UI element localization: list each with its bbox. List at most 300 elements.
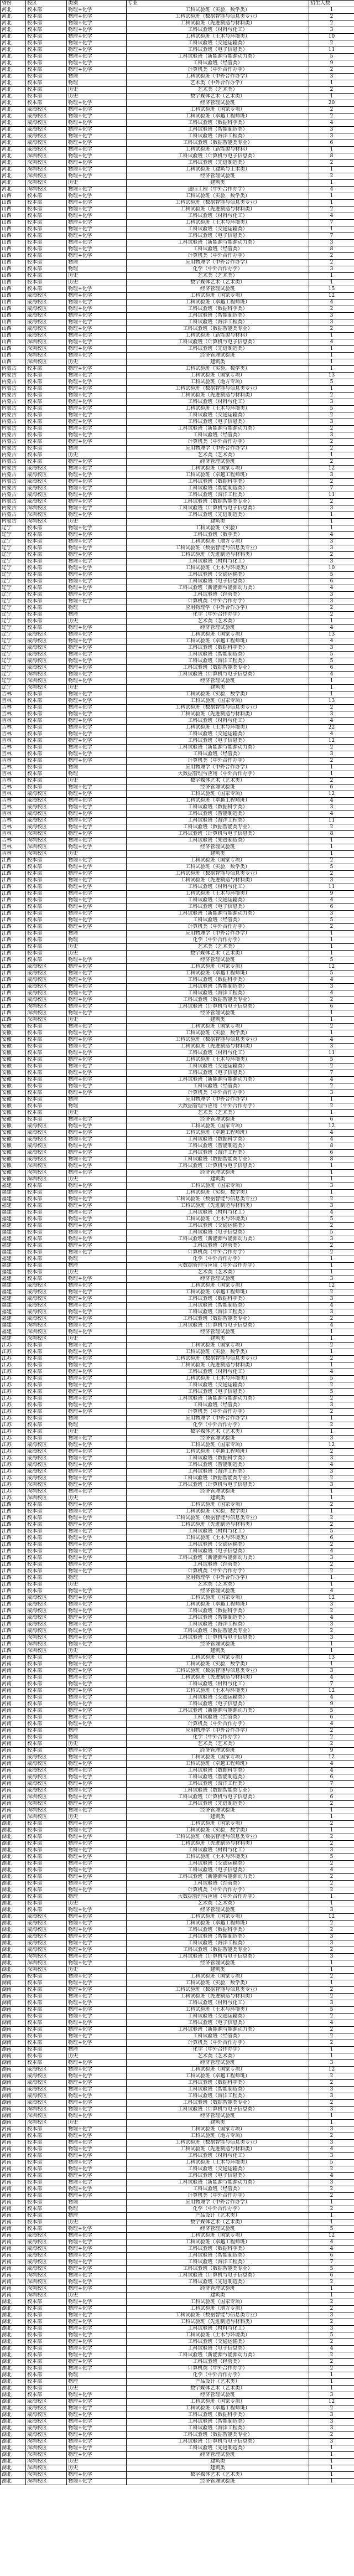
cell-enrollment: 2 bbox=[309, 1734, 354, 1741]
cell-major: 经济管理试验班 bbox=[127, 2113, 309, 2120]
cell-enrollment: 2 bbox=[309, 2073, 354, 2080]
cell-category: 物理+化学 bbox=[67, 492, 127, 499]
cell-campus: 深圳校区 bbox=[26, 1163, 67, 1170]
cell-province: 湖北 bbox=[1, 1947, 26, 1954]
cell-campus: 校本部 bbox=[26, 711, 67, 718]
cell-major: 工科试验班（先进制造类） bbox=[127, 346, 309, 353]
table-row bbox=[1, 1309, 354, 1316]
cell-campus: 校本部 bbox=[26, 2166, 67, 2173]
cell-province: 安徽 bbox=[1, 1090, 26, 1097]
cell-enrollment: 4 bbox=[309, 897, 354, 904]
table-row bbox=[1, 1223, 354, 1230]
cell-category: 历史 bbox=[67, 1648, 127, 1655]
cell-enrollment: 1 bbox=[309, 2286, 354, 2293]
cell-province: 湖南 bbox=[1, 2093, 26, 2100]
cell-category: 物理+化学 bbox=[67, 2000, 127, 2007]
cell-enrollment: 3 bbox=[309, 74, 354, 80]
cell-enrollment: 2 bbox=[309, 758, 354, 765]
cell-campus: 校本部 bbox=[26, 2299, 67, 2306]
cell-enrollment: 1 bbox=[309, 2293, 354, 2299]
cell-major: 建筑类 bbox=[127, 1814, 309, 1821]
cell-major: 工科试验班（先进制造与材料类） bbox=[127, 1362, 309, 1369]
cell-category: 物理+化学 bbox=[67, 1821, 127, 1828]
cell-major: 工科试验班（卓越工程师班） bbox=[127, 472, 309, 479]
cell-major: 工科试验班（数据智能与信息类专业） bbox=[127, 1987, 309, 1994]
table-row bbox=[1, 1947, 354, 1954]
cell-province: 福建 bbox=[1, 1250, 26, 1256]
cell-campus: 深圳校区 bbox=[26, 339, 67, 346]
cell-major: 工科试验班（数据智能类专业） bbox=[127, 997, 309, 1004]
cell-category: 物理+化学 bbox=[67, 1296, 127, 1303]
cell-province: 河南 bbox=[1, 2266, 26, 2273]
cell-campus: 威海校区 bbox=[26, 1768, 67, 1774]
cell-province: 山西 bbox=[1, 233, 26, 240]
table-row bbox=[1, 977, 354, 984]
cell-major: 工科试验班（数学类） bbox=[127, 532, 309, 539]
cell-campus: 校本部 bbox=[26, 1535, 67, 1542]
table-row bbox=[1, 1788, 354, 1794]
cell-category: 物理+化学 bbox=[67, 60, 127, 67]
table-row bbox=[1, 253, 354, 260]
cell-campus: 校本部 bbox=[26, 1874, 67, 1881]
cell-campus: 威海校区 bbox=[26, 127, 67, 133]
cell-campus: 校本部 bbox=[26, 2153, 67, 2160]
table-row bbox=[1, 2007, 354, 2014]
cell-province: 山西 bbox=[1, 306, 26, 313]
cell-major: 数字媒体艺术（艺术类） bbox=[127, 280, 309, 286]
cell-category: 物理+化学 bbox=[67, 572, 127, 579]
cell-major: 工科试验班（数据智能与信息类专业） bbox=[127, 1196, 309, 1203]
table-row bbox=[1, 466, 354, 472]
cell-campus: 深圳校区 bbox=[26, 1648, 67, 1655]
cell-campus: 校本部 bbox=[26, 1688, 67, 1695]
cell-enrollment: 5 bbox=[309, 1854, 354, 1861]
table-row bbox=[1, 452, 354, 459]
cell-major: 工科试验班（电子信息类） bbox=[127, 419, 309, 426]
cell-enrollment: 1 bbox=[309, 333, 354, 339]
cell-enrollment: 1 bbox=[309, 1894, 354, 1901]
table-row bbox=[1, 572, 354, 579]
cell-province: 河南 bbox=[1, 1701, 26, 1708]
cell-enrollment: 1 bbox=[309, 944, 354, 951]
cell-enrollment: 1 bbox=[309, 931, 354, 937]
table-row bbox=[1, 1289, 354, 1296]
cell-province: 湖南 bbox=[1, 2100, 26, 2107]
cell-campus: 校本部 bbox=[26, 1708, 67, 1715]
cell-category: 物理+化学 bbox=[67, 1994, 127, 2000]
cell-province: 内蒙古 bbox=[1, 499, 26, 505]
cell-campus: 校本部 bbox=[26, 1734, 67, 1741]
cell-enrollment: 3 bbox=[309, 1482, 354, 1489]
cell-province: 辽宁 bbox=[1, 672, 26, 678]
cell-category: 物理+化学 bbox=[67, 253, 127, 260]
cell-major: 工科试验班（国家专项） bbox=[127, 2233, 309, 2239]
cell-major: 工科试验班（数据智能与信息类专业） bbox=[127, 2312, 309, 2319]
table-row bbox=[1, 964, 354, 970]
cell-enrollment: 6 bbox=[309, 1150, 354, 1157]
cell-province: 内蒙古 bbox=[1, 505, 26, 512]
table-row bbox=[1, 54, 354, 60]
cell-major: 工科试验班（先进制造类） bbox=[127, 1801, 309, 1808]
cell-enrollment: 5 bbox=[309, 54, 354, 60]
cell-enrollment: 1 bbox=[309, 80, 354, 87]
cell-enrollment: 2 bbox=[309, 1628, 354, 1635]
cell-major: 工科试验班（新能源与能源动力类） bbox=[127, 1077, 309, 1083]
cell-enrollment: 2 bbox=[309, 20, 354, 27]
table-row bbox=[1, 1701, 354, 1708]
cell-category: 物理+化学 bbox=[67, 1376, 127, 1382]
cell-major: 建筑类 bbox=[127, 1495, 309, 1502]
cell-province: 安徽 bbox=[1, 1044, 26, 1050]
cell-major: 工科试验班（经管类） bbox=[127, 1402, 309, 1409]
cell-province: 江西 bbox=[1, 1004, 26, 1010]
cell-campus: 校本部 bbox=[26, 1369, 67, 1376]
cell-enrollment: 9 bbox=[309, 60, 354, 67]
cell-province: 山西 bbox=[1, 319, 26, 326]
table-row bbox=[1, 346, 354, 353]
cell-category: 物理+化学 bbox=[67, 1954, 127, 1960]
cell-enrollment: 13 bbox=[309, 1655, 354, 1661]
cell-major: 工科试验班（交通运输类） bbox=[127, 2014, 309, 2020]
cell-enrollment: 4 bbox=[309, 1303, 354, 1309]
cell-province: 吉林 bbox=[1, 824, 26, 831]
cell-enrollment: 1 bbox=[309, 691, 354, 698]
cell-category: 物理+化学 bbox=[67, 339, 127, 346]
table-row bbox=[1, 2332, 354, 2339]
cell-campus: 威海校区 bbox=[26, 665, 67, 672]
table-row bbox=[1, 2200, 354, 2206]
cell-campus: 深圳校区 bbox=[26, 519, 67, 525]
cell-enrollment: 3 bbox=[309, 2412, 354, 2419]
cell-major: 工科试验班（数据智能与信息类专业） bbox=[127, 1037, 309, 1044]
cell-major: 工科试验班（国家专项） bbox=[127, 1974, 309, 1980]
table-row bbox=[1, 944, 354, 951]
table-row bbox=[1, 970, 354, 977]
table-row bbox=[1, 313, 354, 319]
cell-major: 经济管理试验班 bbox=[127, 2226, 309, 2233]
table-row bbox=[1, 326, 354, 333]
cell-campus: 深圳校区 bbox=[26, 851, 67, 858]
cell-category: 物理+化学 bbox=[67, 1010, 127, 1017]
table-row bbox=[1, 2166, 354, 2173]
table-row bbox=[1, 120, 354, 127]
cell-campus: 威海校区 bbox=[26, 2239, 67, 2246]
cell-major: 产品设计（艺术类） bbox=[127, 2379, 309, 2386]
cell-province: 江苏 bbox=[1, 1475, 26, 1482]
cell-major: 工科试验班（智能制造类） bbox=[127, 1774, 309, 1781]
cell-enrollment: 4 bbox=[309, 1675, 354, 1681]
cell-province: 河南 bbox=[1, 2246, 26, 2253]
cell-category: 物理+化学 bbox=[67, 47, 127, 54]
cell-province: 江苏 bbox=[1, 1489, 26, 1495]
cell-province: 河南 bbox=[1, 2140, 26, 2146]
cell-major: 化学（中外合作办学） bbox=[127, 2372, 309, 2379]
cell-campus: 威海校区 bbox=[26, 1940, 67, 1947]
cell-campus: 威海校区 bbox=[26, 1449, 67, 1455]
cell-enrollment: 4 bbox=[309, 672, 354, 678]
cell-category: 物理+化学 bbox=[67, 412, 127, 419]
cell-campus: 威海校区 bbox=[26, 811, 67, 818]
cell-category: 物理+化学 bbox=[67, 1303, 127, 1309]
cell-campus: 威海校区 bbox=[26, 499, 67, 505]
cell-enrollment: 3 bbox=[309, 2107, 354, 2113]
cell-enrollment: 2 bbox=[309, 858, 354, 864]
cell-enrollment: 3 bbox=[309, 1090, 354, 1097]
cell-enrollment: 1 bbox=[309, 1349, 354, 1356]
cell-campus: 校本部 bbox=[26, 1276, 67, 1283]
cell-major: 工科试验班（材料与化工） bbox=[127, 399, 309, 406]
cell-major: 计算机类（中外合作办学） bbox=[127, 758, 309, 765]
cell-campus: 深圳校区 bbox=[26, 1635, 67, 1641]
cell-campus: 威海校区 bbox=[26, 479, 67, 486]
cell-province: 湖北 bbox=[1, 1894, 26, 1901]
cell-major: 工科试验班（卓越工程师班） bbox=[127, 2405, 309, 2412]
cell-major: 数字媒体艺术（艺术类） bbox=[127, 2472, 309, 2479]
table-row bbox=[1, 2386, 354, 2392]
cell-major: 工科试验班（土木与环境类） bbox=[127, 1376, 309, 1382]
table-row bbox=[1, 260, 354, 266]
cell-enrollment: 4 bbox=[309, 1130, 354, 1137]
cell-campus: 校本部 bbox=[26, 280, 67, 286]
cell-campus: 校本部 bbox=[26, 2007, 67, 2014]
cell-category: 物理+化学 bbox=[67, 1489, 127, 1495]
cell-enrollment: 12 bbox=[309, 2067, 354, 2073]
table-row bbox=[1, 1708, 354, 1715]
cell-enrollment: 2 bbox=[309, 412, 354, 419]
cell-category: 物理+化学 bbox=[67, 7, 127, 14]
cell-campus: 威海校区 bbox=[26, 1761, 67, 1768]
cell-enrollment: 2 bbox=[309, 605, 354, 612]
cell-campus: 深圳校区 bbox=[26, 838, 67, 844]
cell-province: 河北 bbox=[1, 47, 26, 54]
cell-enrollment: 3 bbox=[309, 2419, 354, 2425]
cell-category: 物理+化学 bbox=[67, 1874, 127, 1881]
table-row bbox=[1, 1123, 354, 1130]
table-row bbox=[1, 1542, 354, 1548]
cell-province: 河南 bbox=[1, 1661, 26, 1668]
cell-campus: 校本部 bbox=[26, 2047, 67, 2053]
cell-campus: 校本部 bbox=[26, 1024, 67, 1030]
cell-major: 工科试验班（交通运输类） bbox=[127, 226, 309, 233]
cell-enrollment: 2 bbox=[309, 2133, 354, 2140]
cell-major: 工科试验班（计算机与电子信息类） bbox=[127, 339, 309, 346]
cell-category: 物理+化学 bbox=[67, 838, 127, 844]
cell-campus: 校本部 bbox=[26, 1974, 67, 1980]
cell-campus: 校本部 bbox=[26, 771, 67, 778]
cell-province: 河北 bbox=[1, 160, 26, 167]
cell-enrollment: 1 bbox=[309, 2379, 354, 2386]
cell-category: 物理+化学 bbox=[67, 1030, 127, 1037]
table-row bbox=[1, 280, 354, 286]
cell-enrollment: 1 bbox=[309, 226, 354, 233]
cell-major: 工科试验班（土木与环境类） bbox=[127, 2160, 309, 2166]
cell-province: 内蒙古 bbox=[1, 459, 26, 466]
cell-category: 物理+化学 bbox=[67, 326, 127, 333]
cell-campus: 深圳校区 bbox=[26, 180, 67, 187]
cell-category: 物理 bbox=[67, 937, 127, 944]
cell-province: 江西 bbox=[1, 1628, 26, 1635]
cell-province: 吉林 bbox=[1, 818, 26, 824]
table-row bbox=[1, 1356, 354, 1362]
cell-campus: 威海校区 bbox=[26, 997, 67, 1004]
table-row bbox=[1, 419, 354, 426]
cell-category: 物理+化学 bbox=[67, 1615, 127, 1622]
cell-major: 计算机类（中外合作办学） bbox=[127, 924, 309, 931]
cell-category: 物理+化学 bbox=[67, 319, 127, 326]
cell-campus: 校本部 bbox=[26, 27, 67, 34]
cell-enrollment: 10 bbox=[309, 565, 354, 572]
table-row bbox=[1, 1940, 354, 1947]
cell-province: 山西 bbox=[1, 213, 26, 220]
cell-category: 物理+化学 bbox=[67, 399, 127, 406]
cell-campus: 校本部 bbox=[26, 1575, 67, 1582]
cell-major: 工科试验班（智能制造类） bbox=[127, 1462, 309, 1469]
cell-enrollment: 2 bbox=[309, 1921, 354, 1927]
cell-category: 物理+化学 bbox=[67, 552, 127, 559]
table-row bbox=[1, 1343, 354, 1349]
cell-category: 物理+化学 bbox=[67, 167, 127, 173]
cell-major: 工科试验班（数据智能类专业） bbox=[127, 824, 309, 831]
cell-major: 化学（中外合作办学） bbox=[127, 2206, 309, 2213]
table-row bbox=[1, 1748, 354, 1754]
cell-campus: 校本部 bbox=[26, 1834, 67, 1841]
cell-category: 物理+化学 bbox=[67, 525, 127, 532]
table-row bbox=[1, 2226, 354, 2233]
cell-campus: 校本部 bbox=[26, 2306, 67, 2312]
cell-enrollment: 4 bbox=[309, 120, 354, 127]
cell-major: 工科试验班（材料与化工） bbox=[127, 559, 309, 565]
cell-category: 物理 bbox=[67, 1728, 127, 1734]
cell-campus: 威海校区 bbox=[26, 333, 67, 339]
cell-enrollment: 3 bbox=[309, 2439, 354, 2445]
cell-major: 工科试验班（电子信息类） bbox=[127, 2173, 309, 2180]
cell-campus: 校本部 bbox=[26, 2033, 67, 2040]
cell-major: 化学（中外合作办学） bbox=[127, 266, 309, 273]
cell-category: 历史 bbox=[67, 778, 127, 784]
cell-province: 河北 bbox=[1, 7, 26, 14]
table-row bbox=[1, 1847, 354, 1854]
cell-enrollment: 3 bbox=[309, 1934, 354, 1940]
cell-category: 物理+化学 bbox=[67, 1083, 127, 1090]
cell-category: 物理+化学 bbox=[67, 758, 127, 765]
cell-enrollment: 3 bbox=[309, 127, 354, 133]
table-row bbox=[1, 1455, 354, 1462]
table-row bbox=[1, 924, 354, 931]
cell-major: 工科试验班（交通运输类） bbox=[127, 412, 309, 419]
cell-province: 湖北 bbox=[1, 2326, 26, 2332]
header-major: 专业 bbox=[127, 1, 309, 7]
cell-major: 经济管理试验班 bbox=[127, 1641, 309, 1648]
table-row bbox=[1, 399, 354, 406]
cell-enrollment: 2 bbox=[309, 1422, 354, 1429]
table-row bbox=[1, 200, 354, 207]
table-row bbox=[1, 791, 354, 798]
cell-category: 历史 bbox=[67, 1176, 127, 1183]
cell-category: 物理+化学 bbox=[67, 2472, 127, 2479]
table-row bbox=[1, 2173, 354, 2180]
cell-major: 工科试验班（数据智能与信息类专业） bbox=[127, 871, 309, 877]
table-row bbox=[1, 1648, 354, 1655]
cell-category: 物理+化学 bbox=[67, 977, 127, 984]
cell-major: 经济管理试验班 bbox=[127, 844, 309, 851]
cell-major: 工科试验班（数据科学类） bbox=[127, 306, 309, 313]
cell-province: 江西 bbox=[1, 891, 26, 897]
cell-campus: 校本部 bbox=[26, 1203, 67, 1210]
table-row bbox=[1, 1024, 354, 1030]
cell-major: 艺术类（艺术类） bbox=[127, 273, 309, 280]
cell-category: 物理+化学 bbox=[67, 1529, 127, 1535]
cell-enrollment: 6 bbox=[309, 1117, 354, 1123]
cell-major: 工科试验班（交通运输类） bbox=[127, 731, 309, 738]
cell-major: 工科试验班（卓越工程师班） bbox=[127, 2073, 309, 2080]
cell-campus: 深圳校区 bbox=[26, 2452, 67, 2459]
cell-province: 江西 bbox=[1, 864, 26, 871]
cell-province: 山西 bbox=[1, 346, 26, 353]
cell-enrollment: 2 bbox=[309, 2319, 354, 2326]
cell-province: 福建 bbox=[1, 1243, 26, 1250]
table-row bbox=[1, 1608, 354, 1615]
cell-province: 湖北 bbox=[1, 1887, 26, 1894]
cell-enrollment: 3 bbox=[309, 505, 354, 512]
table-row bbox=[1, 731, 354, 738]
cell-province: 安徽 bbox=[1, 1097, 26, 1103]
cell-province: 山西 bbox=[1, 240, 26, 246]
cell-province: 福建 bbox=[1, 1303, 26, 1309]
cell-major: 数字媒体艺术（艺术类） bbox=[127, 951, 309, 957]
cell-campus: 校本部 bbox=[26, 74, 67, 80]
cell-province: 安徽 bbox=[1, 1163, 26, 1170]
table-row bbox=[1, 1256, 354, 1263]
cell-campus: 校本部 bbox=[26, 100, 67, 107]
table-row bbox=[1, 818, 354, 824]
table-row bbox=[1, 286, 354, 293]
cell-category: 物理+化学 bbox=[67, 113, 127, 120]
cell-enrollment: 2 bbox=[309, 1515, 354, 1522]
cell-major: 工科试验班（新能源与能源动力类） bbox=[127, 1236, 309, 1243]
cell-enrollment: 11 bbox=[309, 47, 354, 54]
cell-category: 物理+化学 bbox=[67, 625, 127, 632]
table-row bbox=[1, 691, 354, 698]
cell-enrollment: 1 bbox=[309, 200, 354, 207]
cell-province: 湖南 bbox=[1, 2000, 26, 2007]
cell-enrollment: 3 bbox=[309, 911, 354, 917]
cell-category: 物理+化学 bbox=[67, 499, 127, 505]
cell-major: 工科试验班（数据科学类） bbox=[127, 2412, 309, 2419]
cell-campus: 校本部 bbox=[26, 532, 67, 539]
cell-category: 物理+化学 bbox=[67, 1927, 127, 1934]
cell-campus: 校本部 bbox=[26, 1050, 67, 1057]
table-row bbox=[1, 519, 354, 525]
table-row bbox=[1, 1475, 354, 1482]
cell-campus: 威海校区 bbox=[26, 2100, 67, 2107]
cell-major: 经济管理试验班 bbox=[127, 784, 309, 791]
cell-major: 工科试验班（卓越工程师班） bbox=[127, 970, 309, 977]
table-row bbox=[1, 1263, 354, 1269]
cell-campus: 深圳校区 bbox=[26, 1323, 67, 1329]
cell-category: 物理+化学 bbox=[67, 2306, 127, 2312]
cell-province: 河南 bbox=[1, 2219, 26, 2226]
cell-category: 物理+化学 bbox=[67, 2359, 127, 2366]
cell-province: 河北 bbox=[1, 87, 26, 94]
cell-category: 物理+化学 bbox=[67, 2339, 127, 2346]
cell-province: 江西 bbox=[1, 1542, 26, 1548]
cell-province: 江西 bbox=[1, 1568, 26, 1575]
table-row bbox=[1, 87, 354, 94]
table-row bbox=[1, 240, 354, 246]
cell-province: 福建 bbox=[1, 1316, 26, 1323]
cell-campus: 深圳校区 bbox=[26, 685, 67, 691]
cell-campus: 校本部 bbox=[26, 2352, 67, 2359]
